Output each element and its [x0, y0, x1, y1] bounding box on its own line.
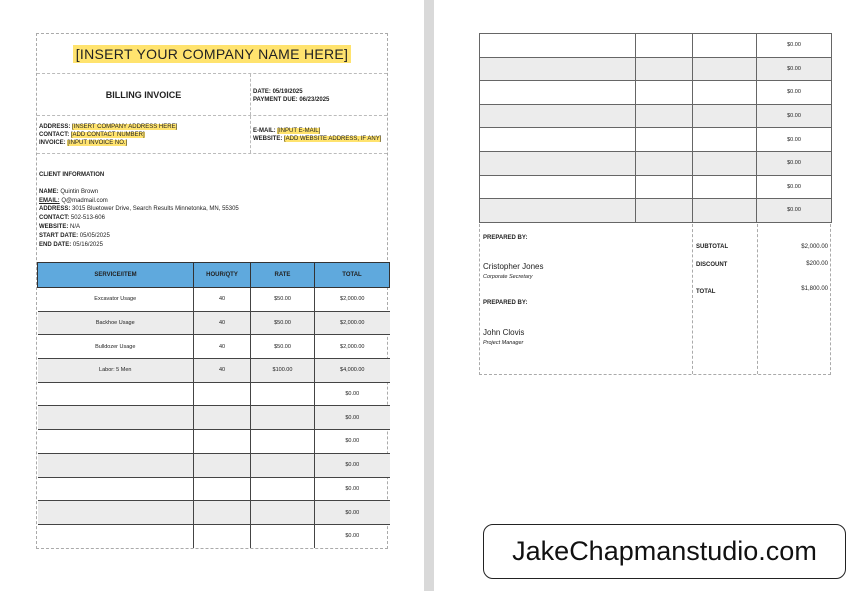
total-cell[interactable]: $0.00: [757, 57, 832, 81]
client-information: [37, 154, 387, 262]
table-row: [38, 524, 390, 548]
services-table-body: [38, 288, 390, 549]
invoice-dates: [251, 74, 387, 115]
total-cell[interactable]: $0.00: [315, 524, 390, 548]
table-row: [38, 406, 390, 430]
company-details-left: [37, 116, 251, 153]
start-date-label: START DATE:: [39, 232, 79, 239]
total-cell[interactable]: $0.00: [757, 199, 832, 223]
qty-cell[interactable]: [194, 382, 251, 406]
table-row: [38, 477, 390, 501]
start-date[interactable]: 05/05/2025: [79, 232, 110, 239]
service-cell[interactable]: [480, 104, 636, 128]
services-table: [37, 262, 390, 548]
service-cell[interactable]: [480, 175, 636, 199]
qty-cell[interactable]: [194, 430, 251, 454]
total-cell[interactable]: $0.00: [757, 81, 832, 105]
service-cell[interactable]: [38, 477, 194, 501]
service-cell[interactable]: Bulldozer Usage: [38, 335, 194, 359]
table-row: [38, 453, 390, 477]
payment-due-label: PAYMENT DUE:: [253, 97, 298, 103]
table-row: [480, 199, 832, 223]
service-cell[interactable]: [38, 453, 194, 477]
total-cell[interactable]: $2,000.00: [315, 335, 390, 359]
continued-items-body: [480, 34, 832, 223]
invoice-label: INVOICE:: [39, 140, 66, 146]
table-row: [38, 311, 390, 335]
total-cell[interactable]: $2,000.00: [315, 311, 390, 335]
rate-cell[interactable]: $50.00: [251, 288, 315, 312]
qty-cell[interactable]: [636, 104, 693, 128]
watermark-logo: JakeChapmanstudio.com: [483, 524, 846, 579]
rate-cell[interactable]: [693, 57, 757, 81]
website-label: WEBSITE:: [253, 136, 283, 142]
email-label: E-MAIL:: [253, 128, 276, 134]
client-name[interactable]: Quintin Brown: [60, 188, 99, 195]
qty-cell[interactable]: [636, 175, 693, 199]
contact-label: CONTACT:: [39, 132, 70, 138]
invoice-page-1: [0, 0, 424, 591]
table-row: [38, 430, 390, 454]
qty-cell[interactable]: [194, 477, 251, 501]
company-details-row: [37, 116, 387, 154]
service-cell[interactable]: Backhoe Usage: [38, 311, 194, 335]
qty-cell[interactable]: [636, 34, 693, 58]
rate-cell[interactable]: [693, 175, 757, 199]
qty-cell[interactable]: [194, 453, 251, 477]
total-cell[interactable]: $0.00: [757, 128, 832, 152]
client-email-label: EMAIL:: [39, 197, 60, 204]
rate-cell[interactable]: [693, 81, 757, 105]
rate-cell[interactable]: [251, 524, 315, 548]
rate-cell[interactable]: [251, 501, 315, 525]
company-name-row: [37, 34, 387, 74]
rate-cell[interactable]: [693, 151, 757, 175]
client-contact-label: CONTACT:: [39, 215, 70, 222]
qty-cell[interactable]: 40: [194, 311, 251, 335]
service-cell[interactable]: Excavator Usage: [38, 288, 194, 312]
rate-cell[interactable]: [251, 477, 315, 501]
table-row: [38, 359, 390, 383]
prepared-by-label-2: PREPARED BY:: [483, 300, 528, 306]
service-cell[interactable]: [38, 406, 194, 430]
preparer-title-1[interactable]: Corporate Secretary: [483, 274, 533, 280]
invoice-title: BILLING INVOICE: [37, 74, 251, 115]
company-name[interactable]: [INSERT YOUR COMPANY NAME HERE]: [73, 45, 352, 63]
client-address[interactable]: 3015 Bluetower Drive, Search Results Minnetonka, MN, 55305: [72, 206, 239, 213]
total-cell[interactable]: $0.00: [315, 430, 390, 454]
rate-cell[interactable]: [251, 382, 315, 406]
total-value: $1,800.00: [801, 286, 828, 292]
total-cell[interactable]: $0.00: [315, 453, 390, 477]
client-email[interactable]: Q@madmail.com: [61, 197, 108, 204]
date-label: DATE:: [253, 89, 271, 95]
service-cell[interactable]: [480, 128, 636, 152]
service-cell[interactable]: [38, 382, 194, 406]
rate-cell[interactable]: [251, 453, 315, 477]
rate-cell[interactable]: [251, 406, 315, 430]
discount-label: DISCOUNT: [696, 262, 728, 268]
rate-cell[interactable]: [693, 128, 757, 152]
page-gutter: [424, 0, 434, 591]
qty-cell[interactable]: [636, 81, 693, 105]
company-email-field[interactable]: [INPUT E-MAIL]: [277, 128, 321, 134]
table-header-row: [38, 263, 390, 288]
total-label: TOTAL: [696, 289, 716, 295]
service-cell[interactable]: [38, 524, 194, 548]
table-row: [480, 151, 832, 175]
service-cell[interactable]: [480, 199, 636, 223]
rate-cell[interactable]: $50.00: [251, 335, 315, 359]
title-row: [37, 74, 387, 116]
client-info-heading: CLIENT INFORMATION: [39, 172, 105, 178]
prepared-by-label-1: PREPARED BY:: [483, 235, 528, 241]
col-header-qty: HOUR/QTY: [194, 263, 251, 288]
col-header-rate: RATE: [251, 263, 315, 288]
service-cell[interactable]: [38, 501, 194, 525]
total-cell[interactable]: $0.00: [315, 382, 390, 406]
company-website-field[interactable]: [ADD WEBSITE ADDRESS, IF ANY]: [284, 136, 382, 142]
qty-cell[interactable]: 40: [194, 359, 251, 383]
preparer-name-1[interactable]: Cristopher Jones: [483, 262, 544, 271]
qty-cell[interactable]: [194, 524, 251, 548]
table-row: [38, 501, 390, 525]
invoice-date[interactable]: 05/19/2025: [272, 89, 303, 95]
qty-cell[interactable]: 40: [194, 288, 251, 312]
client-website-label: WEBSITE:: [39, 223, 69, 230]
rate-cell[interactable]: [693, 104, 757, 128]
company-contact-field[interactable]: [ADD CONTACT NUMBER]: [70, 132, 145, 138]
qty-cell[interactable]: 40: [194, 335, 251, 359]
total-cell[interactable]: $0.00: [757, 34, 832, 58]
total-cell[interactable]: $2,000.00: [315, 288, 390, 312]
table-row: [38, 382, 390, 406]
subtotal-value: $2,000.00: [801, 244, 828, 250]
rate-cell[interactable]: $100.00: [251, 359, 315, 383]
invoice-form: [36, 33, 388, 549]
table-row: [480, 128, 832, 152]
client-contact[interactable]: 502-513-606: [70, 215, 105, 222]
table-row: [480, 81, 832, 105]
preparer-name-2[interactable]: John Clovis: [483, 328, 525, 337]
service-cell[interactable]: [480, 57, 636, 81]
table-row: [480, 175, 832, 199]
col-header-service: SERVICE/ITEM: [38, 263, 194, 288]
service-cell[interactable]: [480, 151, 636, 175]
service-cell[interactable]: [480, 34, 636, 58]
total-cell[interactable]: $4,000.00: [315, 359, 390, 383]
table-row: [480, 104, 832, 128]
total-cell[interactable]: $0.00: [757, 175, 832, 199]
total-cell[interactable]: $0.00: [315, 501, 390, 525]
company-address-field[interactable]: [INSERT COMPANY ADDRESS HERE]: [72, 124, 178, 130]
table-row: [38, 288, 390, 312]
address-label: ADDRESS:: [39, 124, 71, 130]
prepared-by-section: [480, 224, 693, 374]
company-details-right: [251, 116, 387, 153]
client-name-label: NAME:: [39, 188, 59, 195]
invoice-page-2: [434, 0, 859, 591]
qty-cell[interactable]: [636, 57, 693, 81]
table-row: [38, 335, 390, 359]
discount-value[interactable]: $200.00: [806, 261, 828, 267]
service-cell[interactable]: [480, 81, 636, 105]
subtotal-label: SUBTOTAL: [696, 244, 729, 250]
col-header-total: TOTAL: [315, 263, 390, 288]
service-cell[interactable]: Labor: 5 Men: [38, 359, 194, 383]
summary-section: [479, 224, 831, 375]
rate-cell[interactable]: $50.00: [251, 311, 315, 335]
qty-cell[interactable]: [194, 406, 251, 430]
qty-cell[interactable]: [636, 128, 693, 152]
total-cell[interactable]: $0.00: [757, 151, 832, 175]
payment-due-date[interactable]: 06/23/2025: [299, 97, 330, 103]
total-cell[interactable]: $0.00: [757, 104, 832, 128]
total-cell[interactable]: $0.00: [315, 477, 390, 501]
service-cell[interactable]: [38, 430, 194, 454]
rate-cell[interactable]: [693, 199, 757, 223]
total-cell[interactable]: $0.00: [315, 406, 390, 430]
qty-cell[interactable]: [194, 501, 251, 525]
preparer-title-2[interactable]: Project Manager: [483, 340, 524, 346]
client-address-label: ADDRESS:: [39, 206, 71, 213]
qty-cell[interactable]: [636, 199, 693, 223]
table-row: [480, 34, 832, 58]
qty-cell[interactable]: [636, 151, 693, 175]
summary-labels: [694, 224, 758, 374]
rate-cell[interactable]: [251, 430, 315, 454]
end-date-label: END DATE:: [39, 241, 72, 248]
table-row: [480, 57, 832, 81]
rate-cell[interactable]: [693, 34, 757, 58]
client-website[interactable]: N/A: [70, 223, 81, 230]
continued-items-table: [479, 33, 832, 223]
invoice-number-field[interactable]: [INPUT INVOICE NO.]: [67, 140, 128, 146]
end-date[interactable]: 05/16/2025: [72, 241, 103, 248]
